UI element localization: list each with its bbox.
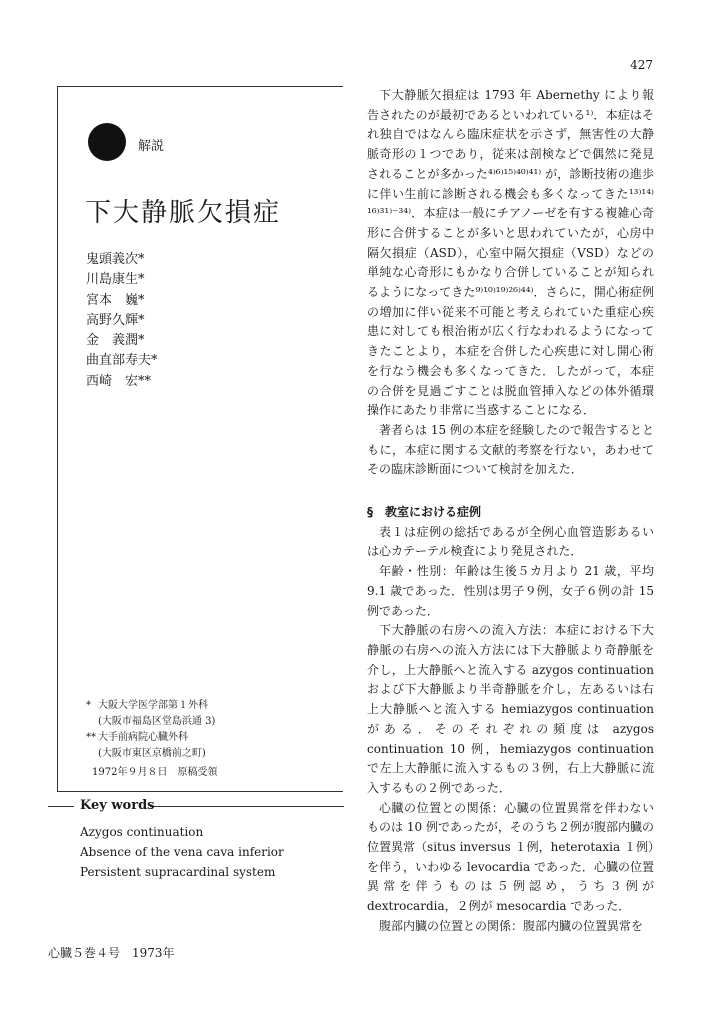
affiliation-2	[86, 730, 217, 746]
affiliation-mark: *	[86, 700, 91, 711]
author: 宮本 巍*	[86, 292, 145, 308]
author-list	[86, 250, 158, 392]
page-number: 427	[630, 58, 653, 72]
author: 西崎 宏**	[86, 373, 152, 389]
keywords-heading: Key words	[80, 798, 155, 813]
received-date: 1972年９月８日 原稿受領	[92, 767, 218, 778]
body-paragraph: 下大静脈の右房への流入方法：本症における下大静脈の右房への流入方法には下大静脈より奇静脈を介し，上大静脈へと流入する azygos continuation および下大静脈より半奇静脈を介し，左あるいは右上大静脈へと流入する hemiazygos continuation がある．そのそれぞれの頻度は azygos continuation 10 例，hemiazygos continuation で左上大静脈に流入するもの３例，右上大静脈に流入するもの２例であった．	[367, 623, 654, 795]
section-label: 解説	[138, 139, 165, 154]
keyword: Persistent supracardinal system	[80, 865, 276, 879]
journal-footer: 心臓５巻４号 1973年	[48, 946, 175, 960]
section-bullet-icon	[88, 123, 126, 161]
keywords-rule	[150, 806, 344, 807]
keywords-list	[80, 822, 284, 882]
affiliations	[86, 698, 217, 781]
section-heading: § 教室における症例	[367, 505, 482, 520]
author: 曲直部寿夫*	[86, 353, 158, 369]
keywords-rule	[48, 806, 74, 807]
author: 金 義潤*	[86, 333, 145, 349]
keyword: Azygos continuation	[80, 825, 204, 839]
author: 川島康生*	[86, 272, 145, 288]
author: 高野久輝*	[86, 312, 145, 328]
body-paragraph: 下大静脈欠損症は 1793 年 Abernethy により報告されたのが最初であるといわれている¹⁾．本症はそれ独自ではなんら臨床症状を示さず，無害性の大静脈奇形の１つであり，従来は剖検などで偶然に発見されることが多かった⁴⁾⁶⁾¹⁵⁾⁴⁰⁾⁴¹⁾ が，診断技術の進歩に伴い生前に診断される機会も多くなってきた¹³⁾¹⁴⁾¹⁶⁾³¹⁾⁻³⁴⁾．本症は一般にチアノーゼを有する複雑心奇形に合併することが多いと思われていたが，心房中隔欠損症（ASD），心室中隔欠損症（VSD）などの単純な心奇形にもかなり合併していることが知られるようになってきた⁹⁾¹⁰⁾¹⁹⁾²⁶⁾⁴⁴⁾．さらに，開心術症例の増加に伴い従来不可能と考えられていた重症心疾患に対しても根治術が広く行なわれるようになってきたことより，本症を合併した心疾患に対し開心術を行なう機会も多くなってきた．したがって，本症の合併を見過ごすことは脱血管挿入などの体外循環操作にあたり非常に当惑することになる．	[367, 88, 654, 418]
affiliation-address: (大阪市福島区堂島浜通 3)	[98, 716, 216, 727]
affiliation-name: 大阪大学医学部第１外科	[98, 700, 208, 711]
body-paragraph: 著者らは 15 例の本症を経験したので報告するとともに，本症に関する文献的考察を行ない，あわせてその臨床診断面について検討を加えた．	[367, 422, 654, 477]
keyword: Absence of the vena cava inferior	[80, 845, 284, 859]
body-paragraph: 表１は症例の総括であるが全例心血管造影あるいは心カテーテル検査により発見された．	[367, 524, 654, 559]
affiliation-address: (大阪市東区京橋前之町)	[98, 748, 206, 759]
body-column	[367, 86, 654, 937]
affiliation-1	[86, 698, 217, 714]
article-title: 下大静脈欠損症	[85, 198, 282, 228]
body-paragraph: 心臓の位置との関係：心臓の位置異常を伴わないものは 10 例であったが，そのうち２例が腹部内臓の位置異常（situs inversus １例，heterotaxia １例）を伴う，いわゆる levocardia であった．心臓の位置異常を伴うものは５例認め，うち３例が dextrocardia，２例が mesocardia であった．	[367, 800, 654, 914]
body-paragraph: 年齢・性別：年齢は生後５カ月より 21 歳，平均 9.1 歳であった．性別は男子９例，女子６例の計 15 例であった．	[367, 564, 654, 618]
body-paragraph: 腹部内臓の位置との関係：腹部内臓の位置異常を	[379, 918, 644, 933]
affiliation-name: 大手前病院心臓外科	[98, 732, 188, 743]
author: 鬼頭義次*	[86, 252, 145, 267]
affiliation-mark: **	[86, 732, 96, 743]
